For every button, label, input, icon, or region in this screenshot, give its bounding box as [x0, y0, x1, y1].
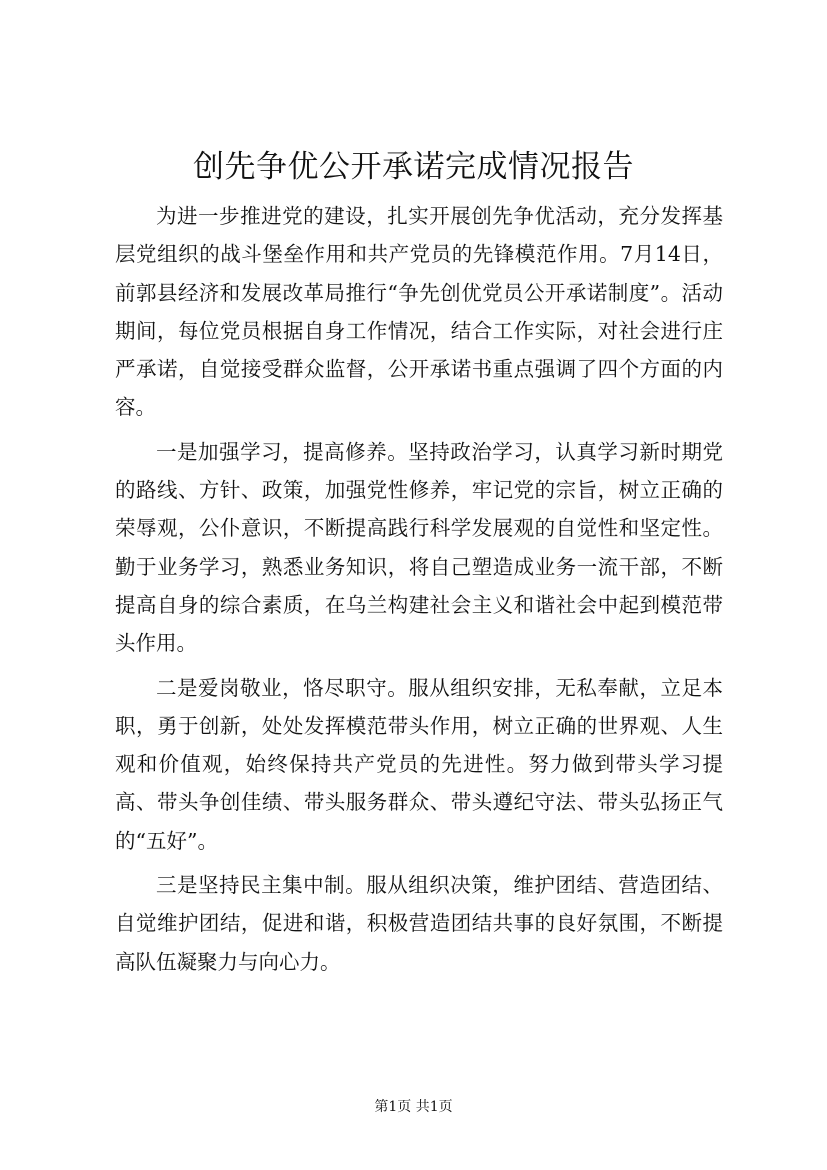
paragraph-democratic-centralism: 三是坚持民主集中制。服从组织决策，维护团结、营造团结、自觉维护团结，促进和谐，积极营造团结共事的良好氛围，不断提高队伍凝聚力与向心力。	[115, 873, 723, 974]
paragraph-study: 一是加强学习，提高修养。坚持政治学习，认真学习新时期党的路线、方针、政策，加强党性修养，牢记党的宗旨，树立正确的荣辱观，公仆意识，不断提高践行科学发展观的自觉性和坚定性。勤于业务学习，熟悉业务知识，将自己塑造成业务一流干部，不断提高自身的综合素质，在乌兰构建社会主义和谐社会中起到模范带头作用。	[115, 439, 723, 656]
page-footer: 第1页 共1页	[374, 1099, 453, 1115]
paragraph-dedication: 二是爱岗敬业，恪尽职守。服从组织安排，无私奉献，立足本职，勇于创新，处处发挥模范带头作用，树立正确的世界观、人生观和价值观，始终保持共产党员的先进性。努力做到带头学习提高、带头争创佳绩、带头服务群众、带头遵纪守法、带头弘扬正气的“五好”。	[115, 675, 723, 853]
paragraph-intro: 为进一步推进党的建设，扎实开展创先争优活动，充分发挥基层党组织的战斗堡垒作用和共产党员的先锋模范作用。7月14日，前郭县经济和发展改革局推行“争先创优党员公开承诺制度”。活动期间，每位党员根据自身工作情况，结合工作实际，对社会进行庄严承诺，自觉接受群众监督，公开承诺书重点强调了四个方面的内容。	[115, 204, 723, 420]
page-title: 创先争优公开承诺完成情况报告	[193, 149, 634, 185]
document-body	[115, 197, 723, 981]
